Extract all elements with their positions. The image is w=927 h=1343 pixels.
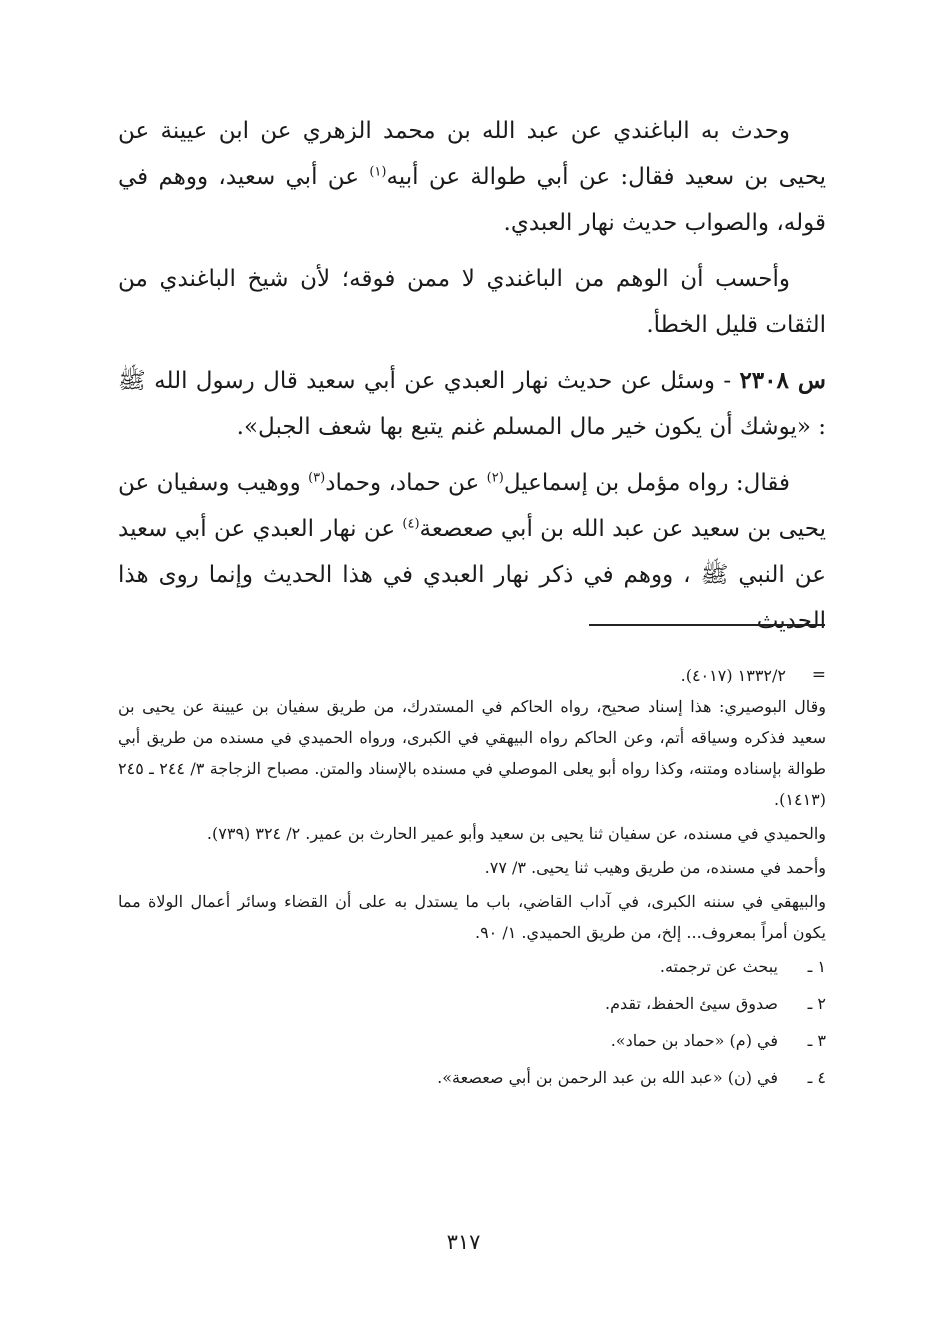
footnote-divider bbox=[589, 624, 825, 626]
continuation-mark: = bbox=[811, 665, 826, 685]
answer-text: عن نهار العبدي عن أبي سعيد عن النبي ﷺ ، ووهم في ذكر نهار العبدي في هذا الحديث وإنما روى هذا الحديث bbox=[118, 516, 826, 634]
paragraph-narration bbox=[118, 108, 826, 246]
page-number: ٣١٧ bbox=[446, 1230, 481, 1254]
paragraph-text: وحدث به الباغندي عن عبد الله بن محمد الزهري عن ابن عيينة عن يحيى بن سعيد فقال: عن أبي طوالة عن أبيه bbox=[118, 118, 826, 190]
footnote-number: ٢ ـ bbox=[807, 994, 826, 1013]
footnote-number: ١ ـ bbox=[807, 957, 826, 976]
footnote-humaidi: والحميدي في مسنده، عن سفيان ثنا يحيى بن سعيد وأبو عمير الحارث بن عمير. ٢/ ٣٢٤ (٧٣٩). bbox=[206, 824, 826, 843]
footnote-number: ٤ ـ bbox=[807, 1068, 826, 1087]
paragraph-text: عن أبي سعيد، ووهم في قوله، والصواب حديث نهار العبدي. bbox=[118, 164, 826, 236]
footnote-bayhaqi: والبيهقي في سننه الكبرى، في آداب القاضي، باب ما يستدل به على أن القضاء وسائر أعمال الولاة مما يكون أمراً بمعروف... إلخ، من طريق الحميدي. ١/ ٩٠. bbox=[118, 892, 826, 942]
footnote-continuation bbox=[118, 660, 826, 691]
footnote-text: صدوق سيئ الحفظ، تقدم. bbox=[605, 994, 778, 1013]
main-text bbox=[118, 108, 826, 654]
footnote-item bbox=[118, 1062, 826, 1093]
question-text: - وسئل عن حديث نهار العبدي عن أبي سعيد قال رسول الله ﷺ : «يوشك أن يكون خير مال المسلم غنم يتبع بها شعف الجبل». bbox=[118, 368, 826, 440]
footnote-text: في (م) «حماد بن حماد». bbox=[610, 1031, 778, 1050]
paragraph-opinion bbox=[118, 256, 826, 348]
footnote-busiri: وقال البوصيري: هذا إسناد صحيح، رواه الحاكم في المستدرك، من طريق سفيان بن عيينة عن يحيى بن سعيد فذكره وسياقه أتم، وعن الحاكم رواه البيهقي في الكبرى، ورواه الحميدي في مسنده من طريق أبي طوالة بإسناده ومتنه، وكذا رواه أبو يعلى الموصلي في مسنده بالإسناد والمتن. مصباح الزجاجة ٣/ ٢٤٤ ـ ٢٤٥ (١٤١٣). bbox=[118, 697, 826, 809]
footnote-text: في (ن) «عبد الله بن عبد الرحمن بن أبي صعصعة». bbox=[437, 1068, 778, 1087]
footnote-number: ٣ ـ bbox=[807, 1031, 826, 1050]
footnote-text: يبحث عن ترجمته. bbox=[659, 957, 778, 976]
answer-paragraph bbox=[118, 460, 826, 644]
footnote-ahmad: وأحمد في مسنده، من طريق وهيب ثنا يحيى. ٣/ ٧٧. bbox=[484, 858, 826, 877]
footnote-ref-4: (٤) bbox=[402, 516, 420, 532]
footnotes-section bbox=[118, 660, 826, 1099]
question-paragraph bbox=[118, 358, 826, 450]
answer-text: عن حماد، وحماد bbox=[325, 470, 487, 496]
answer-text: ووهيب وسفيان عن يحيى بن سعيد عن عبد الله بن أبي صعصعة bbox=[118, 470, 826, 542]
footnote-ref-1: (١) bbox=[369, 164, 387, 180]
footnote-text: ١٣٣٢/٢ (٤٠١٧). bbox=[680, 666, 786, 685]
footnote-ref-3: (٣) bbox=[308, 470, 326, 486]
paragraph-text: وأحسب أن الوهم من الباغندي لا ممن فوقه؛ لأن شيخ الباغندي من الثقات قليل الخطأ. bbox=[118, 266, 826, 338]
answer-text: فقال: رواه مؤمل بن إسماعيل bbox=[503, 470, 790, 496]
footnote-item bbox=[118, 988, 826, 1019]
footnote-ref-2: (٢) bbox=[486, 470, 504, 486]
question-number: س ٢٣٠٨ bbox=[739, 367, 826, 394]
footnote-item bbox=[118, 1025, 826, 1056]
footnote-item bbox=[118, 951, 826, 982]
